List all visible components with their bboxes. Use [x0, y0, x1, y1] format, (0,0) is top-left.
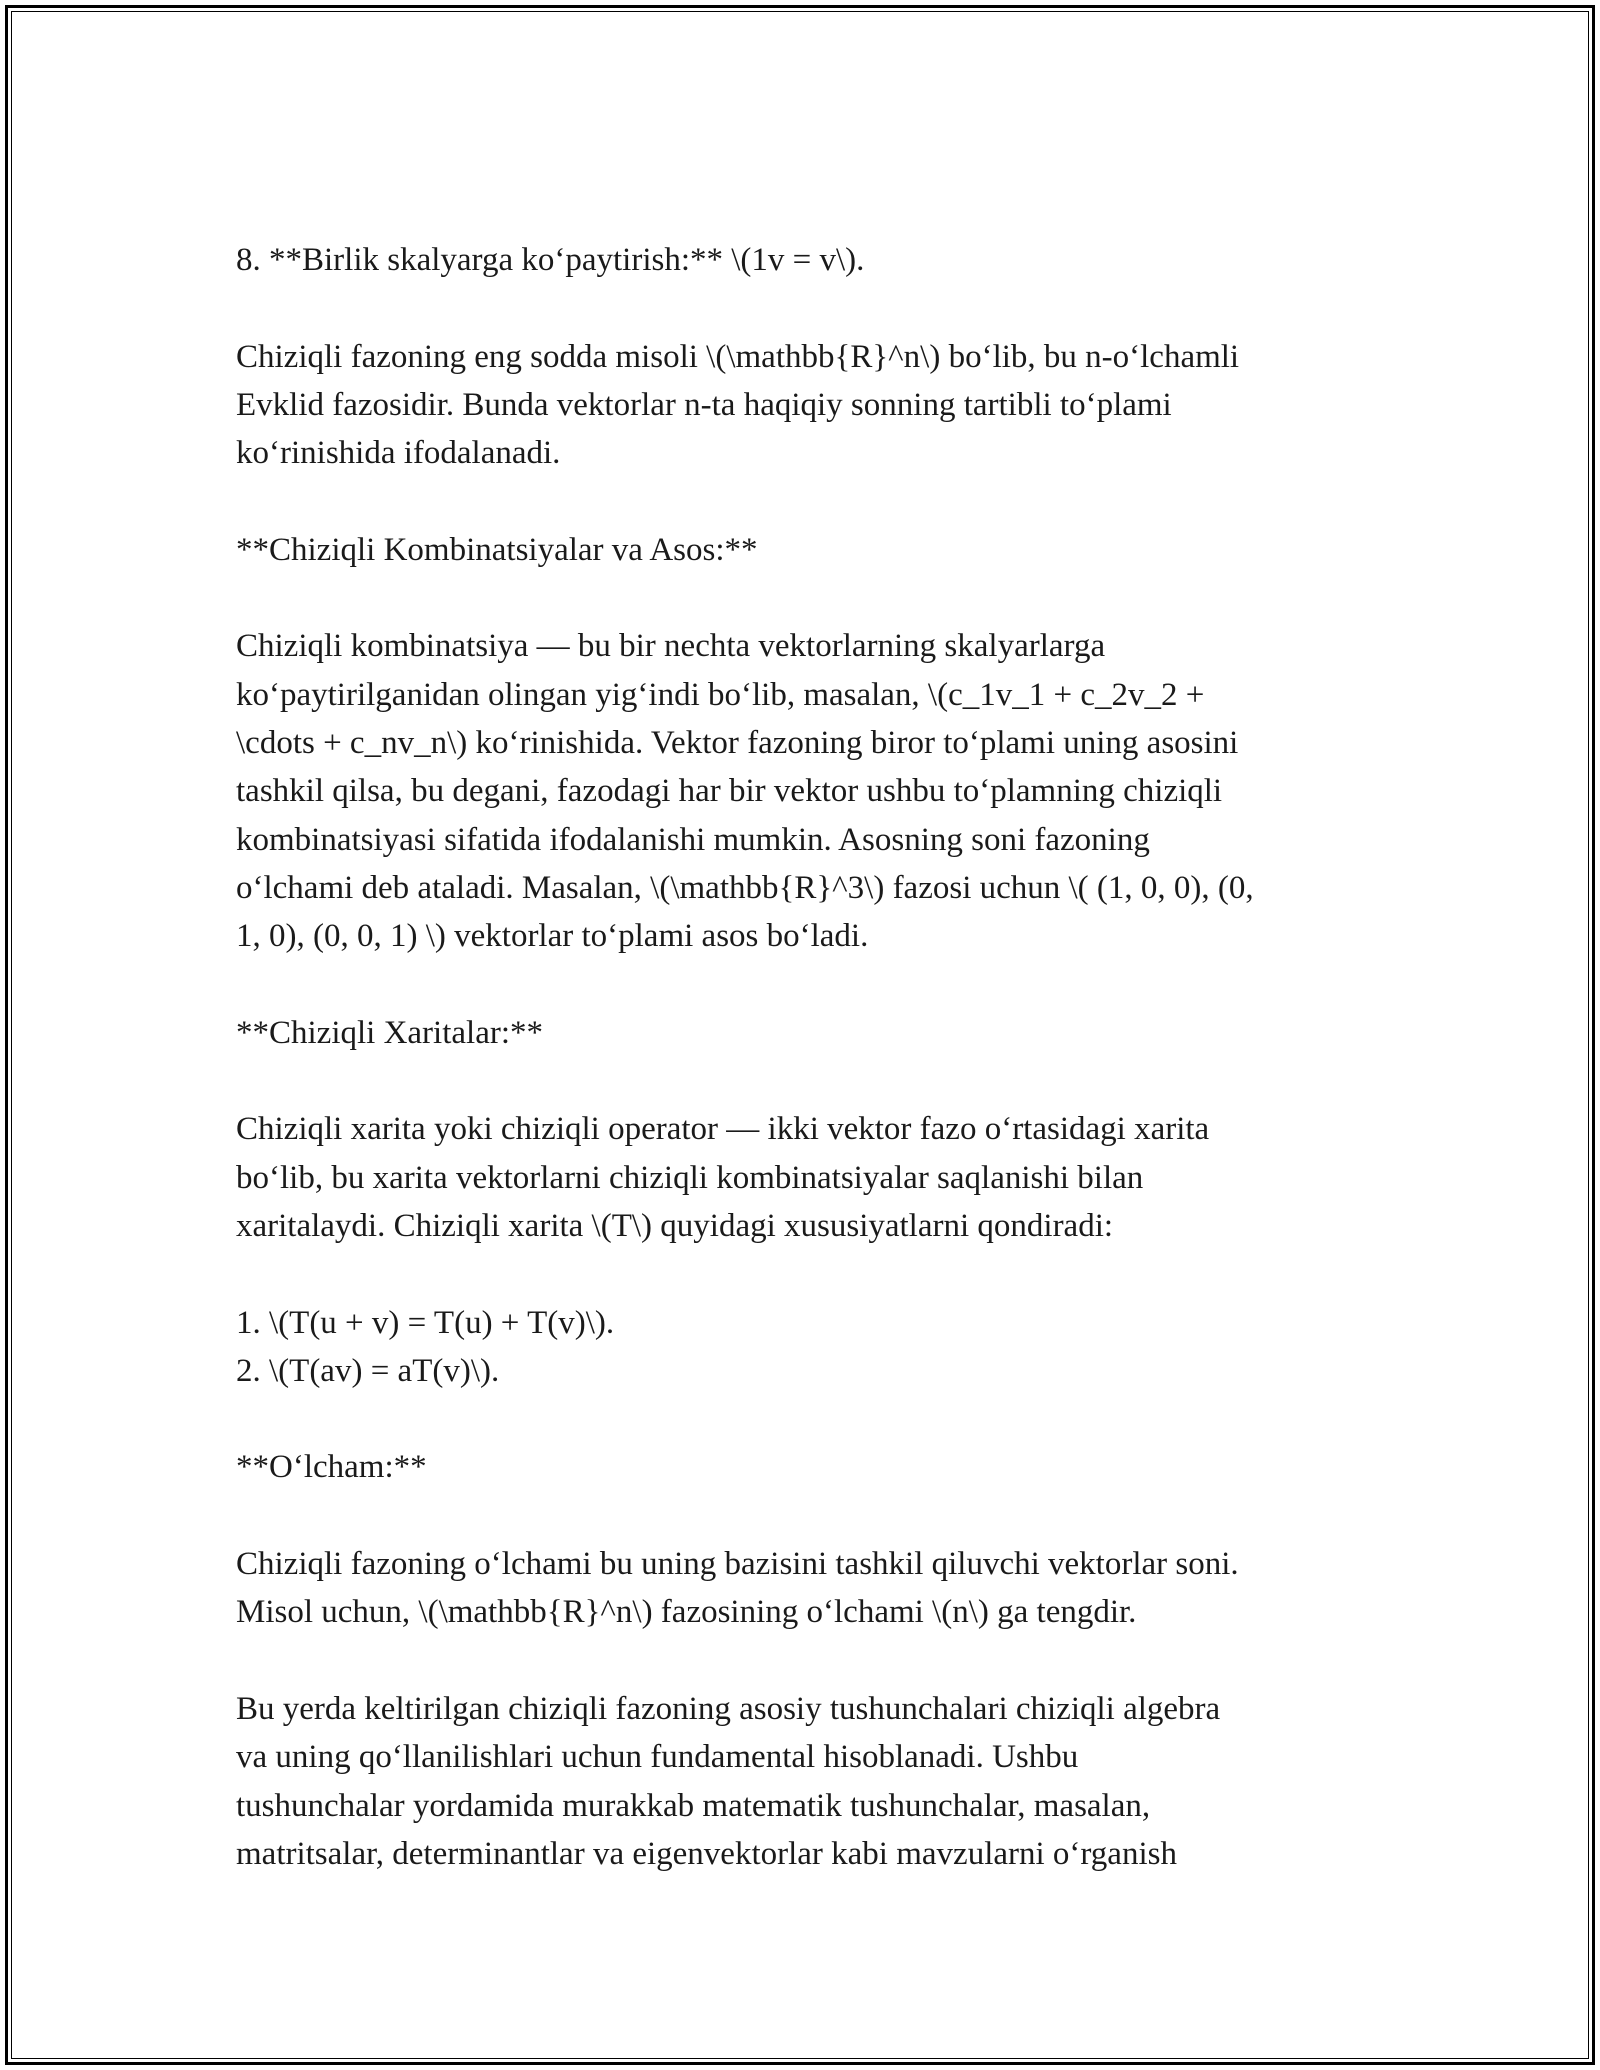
linear-maps-heading: **Chiziqli Xaritalar:**	[236, 1014, 544, 1051]
axiom-8-line: 8. **Birlik skalyarga ko‘paytirish:** \(1v = v\).	[236, 242, 865, 278]
linear-maps-paragraph: Chiziqli xarita yoki chiziqli operator — ikki vektor fazo o‘rtasidagi xarita bo‘lib, bu xarita vektorlarni chiziqli kombinatsiyalar saqlanishi bilan xaritalaydi. Chiziqli xarita \(T\) quyidagi xususiyatlarni qondiradi:	[236, 1111, 1210, 1244]
dimension-paragraph: Chiziqli fazoning o‘lchami bu uning bazisini tashkil qiluvchi vektorlar soni. Misol uchun, \(\mathbb{R}^n\) fazosining o‘lchami \(n\) ga tengdir.	[236, 1546, 1239, 1631]
dimension-heading: **O‘lcham:**	[236, 1449, 427, 1486]
linear-map-properties-list	[236, 1299, 1386, 1396]
euclid-space-paragraph: Chiziqli fazoning eng sodda misoli \(\mathbb{R}^n\) bo‘lib, bu n-o‘lchamli Evklid fazosidir. Bunda vektorlar n-ta haqiqiy sonning tartibli to‘plami ko‘rinishida ifodalanadi.	[236, 338, 1240, 472]
conclusion-paragraph: Bu yerda keltirilgan chiziqli fazoning asosiy tushunchalari chiziqli algebra va uning qo‘llanilishlari uchun fundamental hisoblanadi. Ushbu tushunchalar yordamida murakkab matematik tushunchalar, masalan, matritsalar, determinantlar va eigenvektorlar kabi mavzularni o‘rganish	[236, 1690, 1221, 1872]
combinations-paragraph: Chiziqli kombinatsiya — bu bir nechta vektorlarning skalyarlarga ko‘paytirilganidan olingan yig‘indi bo‘lib, masalan, \(c_1v_1 + c_2v_2 + \cdots + c_nv_n\) ko‘rinishida. Vektor fazoning biror to‘plami uning asosini tashkil qilsa, bu degani, fazodagi har bir vektor ushbu to‘plamning chiziqli kombinatsiyasi sifatida ifodalanishi mumkin. Asosning soni fazoning o‘lchami deb ataladi. Masalan, \(\mathbb{R}^3\) fazosi uchun \( (1, 0, 0), (0, 1, 0), (0, 0, 1) \) vektorlar to‘plami asos bo‘ladi.	[236, 628, 1254, 955]
document-body	[236, 236, 1386, 1926]
combinations-heading: **Chiziqli Kombinatsiyalar va Asos:**	[236, 531, 758, 568]
list-item: 1. \(T(u + v) = T(u) + T(v)\).	[236, 1304, 615, 1341]
list-item: 2. \(T(av) = aT(v)\).	[236, 1352, 500, 1389]
